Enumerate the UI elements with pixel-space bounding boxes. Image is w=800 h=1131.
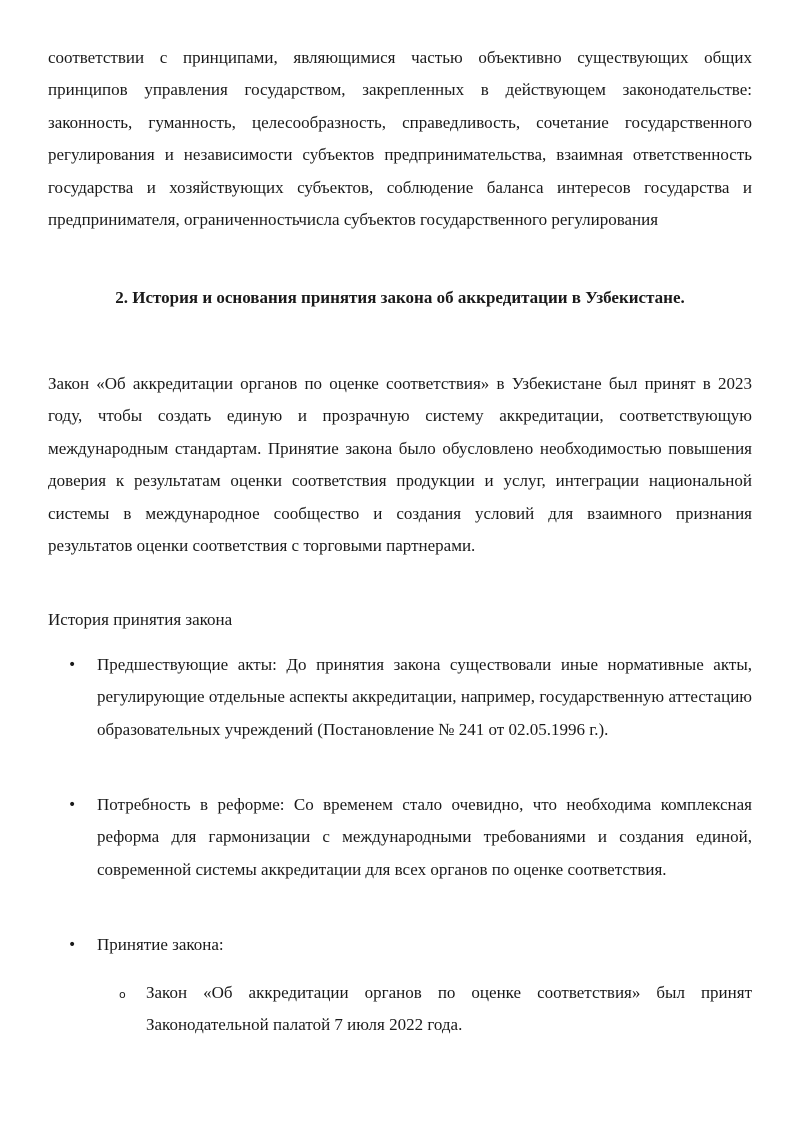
sub-list-item-text: Закон «Об аккредитации органов по оценке соответствия» был принят Законодательной палатой 7 июля 2022 года.	[146, 983, 752, 1035]
section-heading: 2. История и основания принятия закона об аккредитации в Узбекистане.	[115, 288, 685, 307]
list-item-text: Предшествующие акты: До принятия закона существовали иные нормативные акты, регулирующие отдельные аспекты аккредитации, например, государственную аттестацию образовательных учреждений (Постановление № 241 от 02.05.1996 г.).	[97, 655, 752, 739]
history-title: История принятия закона	[48, 610, 233, 629]
circle-bullet-icon: o	[119, 988, 126, 1001]
intro-paragraph: соответствии с принципами, являющимися частью объективно существующих общих принципов управления государством, закрепленных в действующем законодательстве: законность, гуманность, целесообразность, справедливость, сочетание государственного регулирования и независимости субъектов предпринимательства, взаимная ответственность государства и хозяйствующих субъектов, соблюдение баланса интересов государства и предпринимателя, ограниченностьчисла субъектов государственного регулирования	[48, 48, 752, 230]
bullet-icon: •	[68, 657, 77, 673]
bullet-icon: •	[68, 797, 77, 813]
bullet-icon: •	[68, 937, 77, 953]
law-paragraph: Закон «Об аккредитации органов по оценке соответствия» в Узбекистане был принят в 2023 году, чтобы создать единую и прозрачную систему аккредитации, соответствующую международным стандартам. Принятие закона было обусловлено необходимостью повышения доверия к результатам оценки соответствия продукции и услуг, интеграции национальной системы в международное сообщество и создания условий для взаимного признания результатов оценки соответствия с торговыми партнерами.	[48, 374, 752, 556]
list-item-text: Принятие закона:	[97, 935, 224, 954]
list-item-text: Потребность в реформе: Со временем стало очевидно, что необходима комплексная реформа для гармонизации с международными требованиями и создания единой, современной системы аккредитации для всех органов по оценке соответствия.	[97, 795, 752, 879]
